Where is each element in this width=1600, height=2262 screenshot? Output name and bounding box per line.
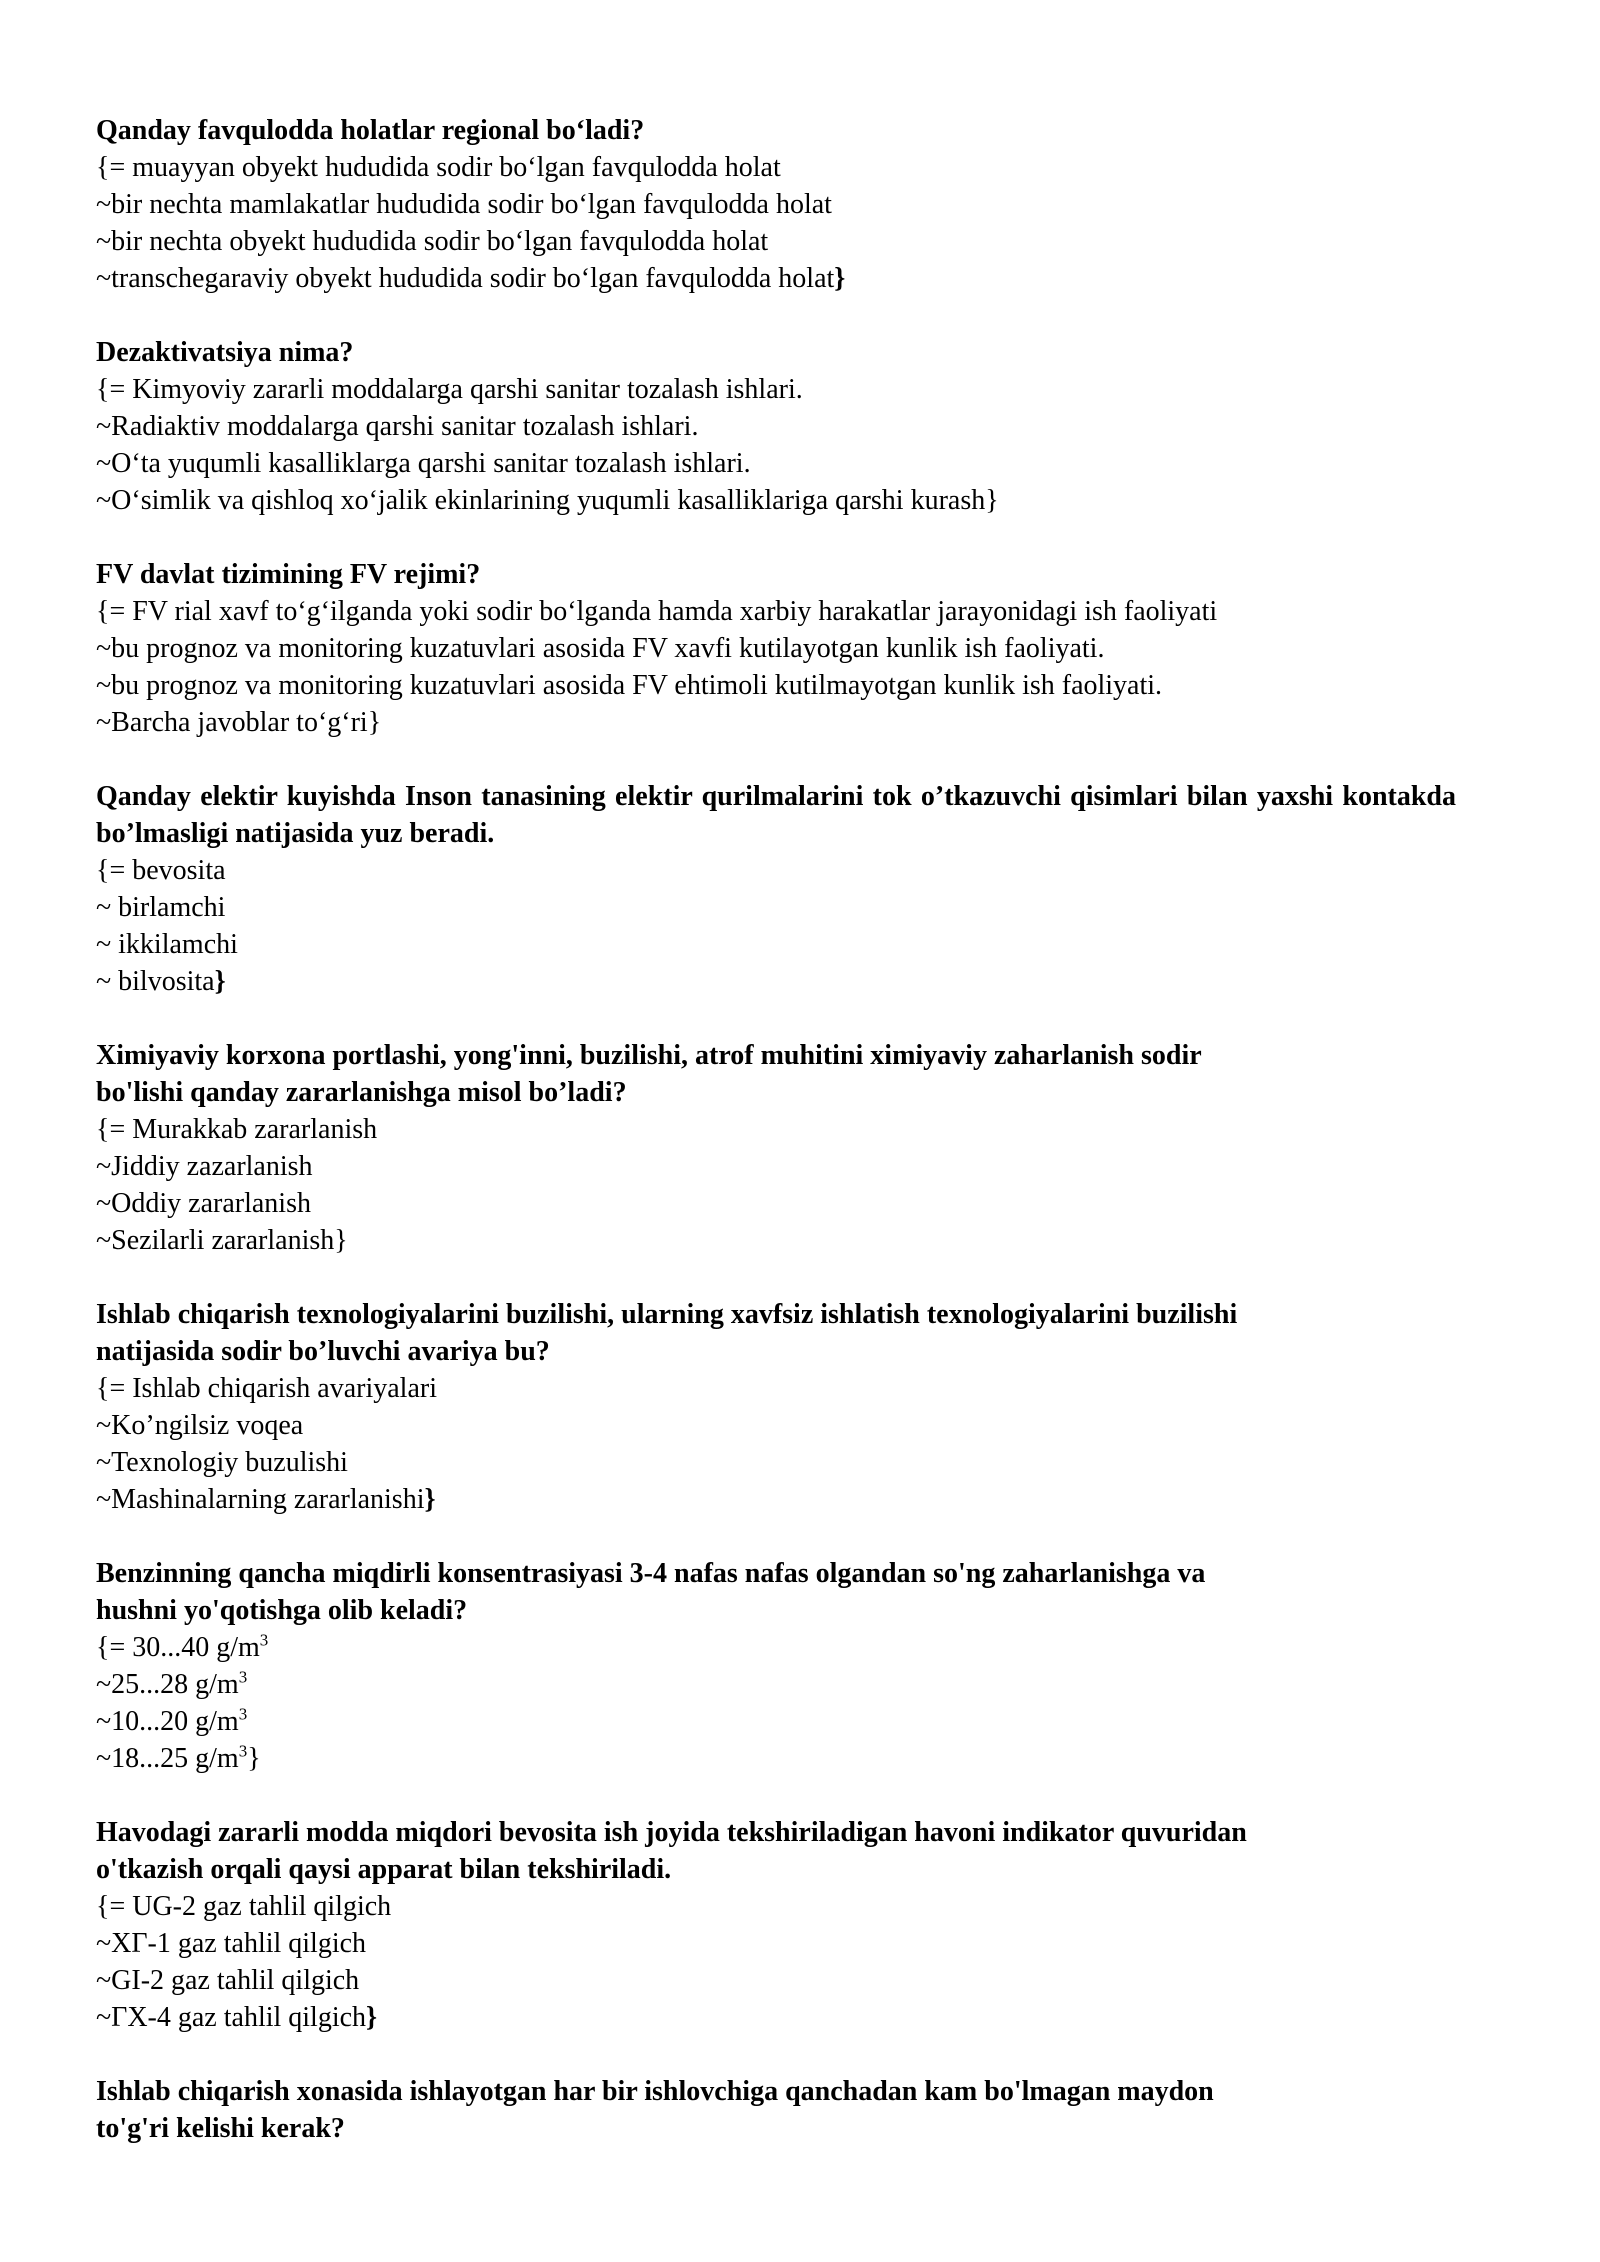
answer-text: ~transchegaraviy obyekt hududida sodir bo‘lgan favqulodda holat: [96, 263, 835, 294]
question-block: [96, 1037, 1456, 1259]
answer-text: ~18...25 g/m: [96, 1743, 239, 1774]
question-block: [96, 778, 1456, 1000]
answer-option: ~Radiaktiv moddalarga qarshi sanitar tozalash ishlari.: [96, 411, 699, 442]
question-text: [96, 1814, 1456, 1888]
superscript: 3: [259, 1630, 269, 1650]
superscript: 3: [238, 1704, 248, 1724]
question-text: [96, 1555, 1456, 1629]
answer-option: ~ birlamchi: [96, 892, 226, 923]
superscript: 3: [238, 1667, 248, 1687]
answer-option: ~bir nechta obyekt hududida sodir bo‘lgan favqulodda holat: [96, 226, 769, 257]
answer-option: ~Ko’ngilsiz voqea: [96, 1410, 304, 1441]
answer-text: ~ΓX-4 gaz tahlil qilgich: [96, 2002, 367, 2033]
answer-text: ~25...28 g/m: [96, 1669, 239, 1700]
answer-text: ~Mashinalarning zararlanishi: [96, 1484, 425, 1515]
closing-brace: }: [366, 2002, 378, 2033]
answer-text: ~ bilvosita: [96, 966, 215, 997]
question-text: Dezaktivatsiya nima?: [96, 337, 354, 368]
answer-option: ~Jiddiy zazarlanish: [96, 1151, 313, 1182]
answer-option: [96, 1703, 1456, 1740]
question-block: [96, 2073, 1456, 2147]
question-line: natijasida sodir bo’luvchi avariya bu?: [96, 1336, 550, 1367]
question-text: Qanday favqulodda holatlar regional bo‘ladi?: [96, 115, 645, 146]
question-line: Ishlab chiqarish texnologiyalarini buzilishi, ularning xavfsiz ishlatish texnologiyalarini buzilishi: [96, 1299, 1238, 1330]
answer-option: {= Murakkab zararlanish: [96, 1114, 378, 1145]
question-text: [96, 1296, 1456, 1370]
answer-text: {= 30...40 g/m: [96, 1632, 260, 1663]
answer-option: ~Sezilarli zararlanish}: [96, 1225, 348, 1256]
question-block: [96, 334, 1456, 519]
answer-option: [96, 1666, 1456, 1703]
superscript: 3: [238, 1741, 248, 1761]
question-line: bo'lishi qanday zararlanishga misol bo’ladi?: [96, 1077, 627, 1108]
answer-option: ~Oddiy zararlanish: [96, 1188, 311, 1219]
answer-option: {= UG-2 gaz tahlil qilgich: [96, 1891, 392, 1922]
answer-option: ~O‘simlik va qishloq xo‘jalik ekinlarining yuqumli kasalliklariga qarshi kurash}: [96, 485, 999, 516]
question-text: Qanday elektir kuyishda Inson tanasining elektir qurilmalarini tok o’tkazuvchi qisimlari bilan yaxshi kontakda bo’lmasligi natijasida yuz beradi.: [96, 781, 1456, 849]
answer-option: [96, 1629, 1456, 1666]
question-line: hushni yo'qotishga olib keladi?: [96, 1595, 468, 1626]
question-block: [96, 112, 1456, 297]
question-text: [96, 1037, 1456, 1111]
answer-option: [96, 963, 1456, 1000]
question-line: Benzinning qancha miqdirli konsentrasiyasi 3-4 nafas nafas olgandan so'ng zaharlanishga va: [96, 1558, 1206, 1589]
answer-option: ~bu prognoz va monitoring kuzatuvlari asosida FV ehtimoli kutilmayotgan kunlik ish faoliyati.: [96, 670, 1163, 701]
closing-brace: }: [424, 1484, 436, 1515]
question-line: o'tkazish orqali qaysi apparat bilan tekshiriladi.: [96, 1854, 672, 1885]
answer-option: {= muayyan obyekt hududida sodir bo‘lgan favqulodda holat: [96, 152, 781, 183]
question-block: [96, 556, 1456, 741]
question-line: Ishlab chiqarish xonasida ishlayotgan har bir ishlovchiga qanchadan kam bo'lmagan maydon: [96, 2076, 1214, 2107]
answer-option: {= FV rial xavf to‘g‘ilganda yoki sodir bo‘lganda hamda xarbiy harakatlar jarayonidagi ish faoliyati: [96, 596, 1218, 627]
closing-brace: }: [834, 263, 846, 294]
answer-option: ~O‘ta yuqumli kasalliklarga qarshi sanitar tozalash ishlari.: [96, 448, 751, 479]
closing-brace: }: [214, 966, 226, 997]
answer-option: {= bevosita: [96, 855, 226, 886]
answer-option: ~bu prognoz va monitoring kuzatuvlari asosida FV xavfi kutilayotgan kunlik ish faoliyati.: [96, 633, 1105, 664]
answer-option: ~ ikkilamchi: [96, 929, 238, 960]
answer-option: ~bir nechta mamlakatlar hududida sodir bo‘lgan favqulodda holat: [96, 189, 832, 220]
answer-option: ~Texnologiy buzulishi: [96, 1447, 348, 1478]
question-line: to'g'ri kelishi kerak?: [96, 2113, 345, 2144]
question-text: [96, 2073, 1456, 2147]
question-line: Havodagi zararli modda miqdori bevosita ish joyida tekshiriladigan havoni indikator quvuridan: [96, 1817, 1247, 1848]
answer-option: ~GI-2 gaz tahlil qilgich: [96, 1965, 360, 1996]
answer-option: [96, 260, 1456, 297]
question-text: FV davlat tizimining FV rejimi?: [96, 559, 481, 590]
question-block: [96, 1555, 1456, 1777]
answer-option: {= Kimyoviy zararli moddalarga qarshi sanitar tozalash ishlari.: [96, 374, 803, 405]
answer-option: [96, 1481, 1456, 1518]
answer-suffix: }: [247, 1743, 261, 1774]
answer-option: ~XΓ-1 gaz tahlil qilgich: [96, 1928, 367, 1959]
answer-option: [96, 1740, 1456, 1777]
answer-text: ~10...20 g/m: [96, 1706, 239, 1737]
question-block: [96, 1296, 1456, 1518]
answer-option: {= Ishlab chiqarish avariyalari: [96, 1373, 437, 1404]
answer-option: ~Barcha javoblar to‘g‘ri}: [96, 707, 382, 738]
answer-option: [96, 1999, 1456, 2036]
document-page: [96, 112, 1456, 2184]
question-line: Ximiyaviy korxona portlashi, yong'inni, buzilishi, atrof muhitini ximiyaviy zaharlanish sodir: [96, 1040, 1202, 1071]
question-block: [96, 1814, 1456, 2036]
